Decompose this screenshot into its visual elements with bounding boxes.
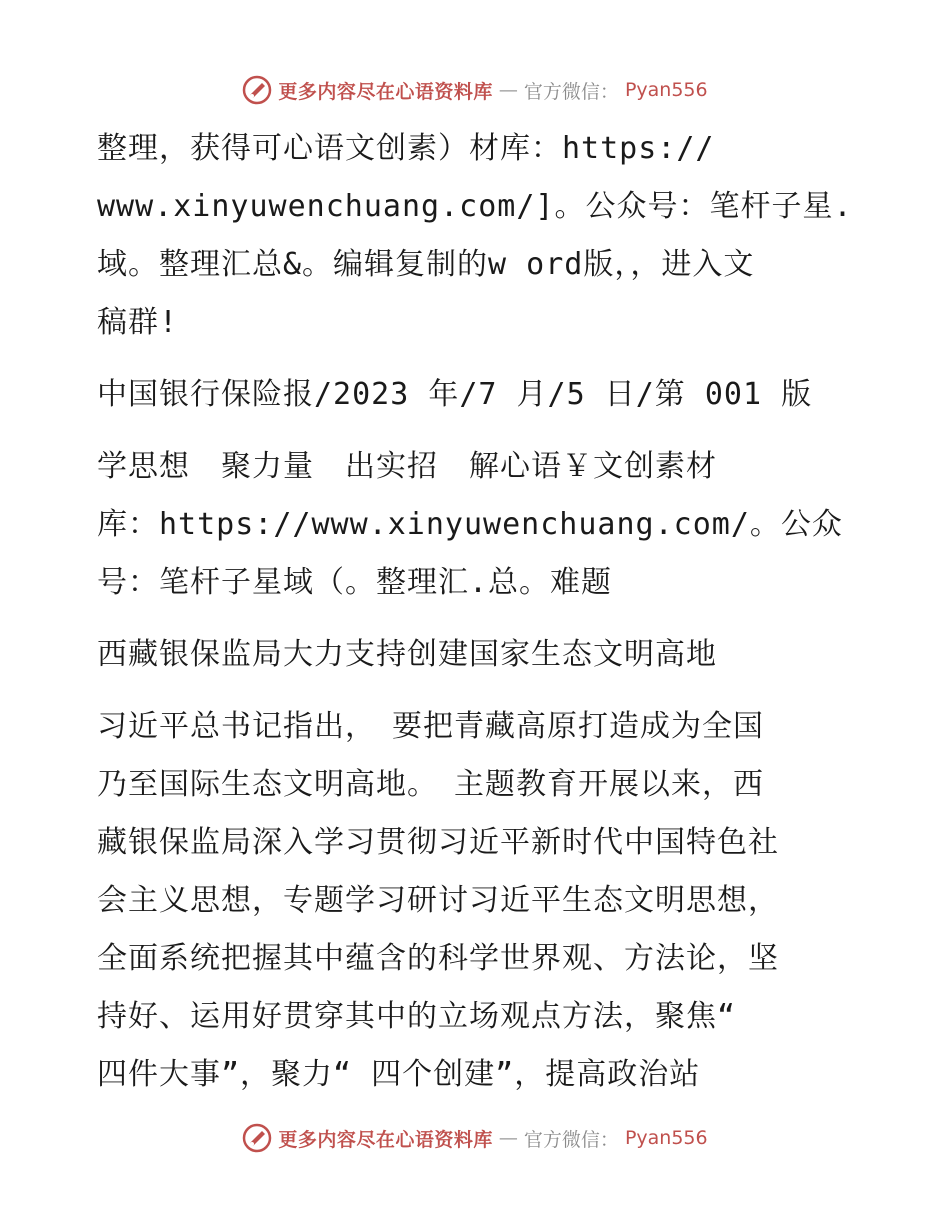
banner-main-text: 更多内容尽在心语资料库 [278, 80, 493, 103]
footer-banner [0, 1118, 950, 1158]
logo-icon [242, 1123, 272, 1153]
banner-separator: — [498, 79, 518, 101]
text-line: 稿群! [97, 305, 179, 340]
text-line: 全面系统把握其中蕴含的科学世界观、方法论，坚 [97, 941, 779, 976]
header-banner [0, 70, 950, 110]
banner-separator: — [498, 1127, 518, 1149]
banner-wechat-id: Pyan556 [624, 79, 708, 101]
text-line: 学思想 聚力量 出实招 解心语￥文创素材 [97, 449, 717, 484]
text-line: 库：https://www.xinyuwenchuang.com/。公众 [97, 507, 843, 542]
banner-wechat-id: Pyan556 [624, 1127, 708, 1149]
article-title [97, 626, 857, 684]
text-line: 四件大事”，聚力“ 四个创建”，提高政治站 [97, 1057, 701, 1092]
text-line: 域。整理汇总&。编辑复制的w ord版，，进入文 [97, 247, 755, 282]
text-line: 号：笔杆子星域（。整理汇.总。难题 [97, 565, 613, 600]
document-body [97, 120, 857, 1118]
text-line: 西藏银保监局大力支持创建国家生态文明高地 [97, 637, 717, 672]
paragraph-source [97, 366, 857, 424]
paragraph-column-title [97, 438, 857, 612]
text-line: www.xinyuwenchuang.com/]。公众号：笔杆子星. [97, 189, 853, 224]
text-line: 乃至国际生态文明高地。 主题教育开展以来，西 [97, 767, 764, 802]
banner-wechat-label: 官方微信： [523, 80, 619, 103]
text-line: 会主义思想，专题学习研讨习近平生态文明思想， [97, 883, 779, 918]
text-line: 藏银保监局深入学习贯彻习近平新时代中国特色社 [97, 825, 779, 860]
logo-icon [242, 75, 272, 105]
text-line: 整理，获得可心语文创素）材库：https:// [97, 131, 715, 166]
paragraph-intro [97, 120, 857, 352]
text-line: 习近平总书记指出， 要把青藏高原打造成为全国 [97, 709, 764, 744]
banner-wechat-label: 官方微信： [523, 1128, 619, 1151]
text-line: 中国银行保险报/2023 年/7 月/5 日/第 001 版 [97, 377, 813, 412]
text-line: 持好、运用好贯穿其中的立场观点方法，聚焦“ [97, 999, 737, 1034]
banner-main-text: 更多内容尽在心语资料库 [278, 1128, 493, 1151]
paragraph-body [97, 698, 857, 1104]
